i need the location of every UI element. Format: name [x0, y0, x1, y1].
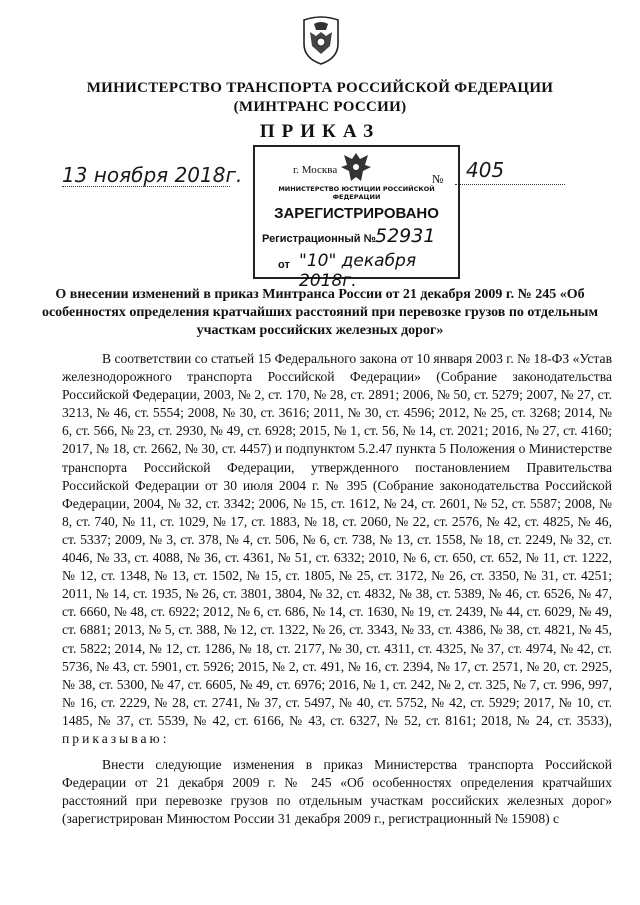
registration-stamp	[253, 145, 460, 291]
order-date-handwritten: 13 ноября 2018г.	[62, 163, 243, 187]
order-title: О внесении изменений в приказ Минтранса России от 21 декабря 2009 г. № 245 «Об особенностях определения кратчайших расстояний при перевозке грузов по отдельным участкам российских железных дорог»	[41, 287, 599, 338]
date-underline	[62, 186, 230, 187]
order-word: приказываю:	[62, 730, 170, 746]
ministry-name: МИНИСТЕРСТВО ТРАНСПОРТА РОССИЙСКОЙ ФЕДЕРАЦИИ	[86, 80, 554, 96]
document-type-heading: ПРИКАЗ	[259, 121, 381, 142]
order-number-handwritten: 405	[466, 158, 505, 182]
order-number-sign: №	[432, 172, 444, 186]
coat-of-arms-emblem	[296, 10, 346, 66]
body-paragraph-1	[62, 350, 612, 748]
stamp-reg-label: Регистрационный №	[262, 233, 376, 245]
stamp-reg-number: 52931	[375, 225, 436, 247]
stamp-registered: ЗАРЕГИСТРИРОВАНО	[274, 205, 439, 222]
stamp-reg-date: "10" декабря 2018г.	[299, 251, 417, 291]
number-underline	[455, 184, 565, 185]
stamp-date-prefix: от	[278, 259, 290, 271]
ministry-short-name: (МИНТРАНС РОССИИ)	[233, 99, 407, 115]
stamp-city: г. Москва	[293, 164, 338, 176]
body-paragraph-2: Внести следующие изменения в приказ Министерства транспорта Российской Федерации от 21 декабря 2009 г. № 245 «Об особенностях определения кратчайших расстояний при перевозке грузов по отдельным участкам российских железных дорог» (зарегистрирован Минюстом России 31 декабря 2009 г., регистрационный № 15908) с	[62, 757, 612, 827]
preamble-text: В соответствии со статьей 15 Федерального закона от 10 января 2003 г. № 18-ФЗ «Устав железнодорожного транспорта Российской Федерации» (Собрание законодательства Российской Федерации, 2003, № 2, ст. 170, № 28, ст. 2891; 2006, № 50, ст. 5279; 2007, № 27, ст. 3213, № 46, ст. 5554; 2008, № 30, ст. 3616; 2011, № 30, ст. 4596; 2012, № 25, ст. 3268; 2014, № 6, ст. 566, № 23, ст. 2930, № 49, ст. 6928; 2015, № 1, ст. 56, № 14, ст. 2021; 2016, № 27, ст. 4160; 2017, № 18, ст. 2662, № 30, ст. 4457) и подпунктом 5.2.47 пункта 5 Положения о Министерстве транспорта Российской Федерации, утвержденного постановлением Правительства Российской Федерации от 30 июля 2004 г. № 395 (Собрание законодательства Российской Федерации, 2004, № 32, ст. 3342; 2006, № 15, ст. 1612, № 24, ст. 2601, № 52, ст. 5587; 2008, № 8, ст. 740, № 11, ст. 1029, № 17, ст. 1883, № 18, ст. 2060, № 22, ст. 2576, № 42, ст. 4825, № 46, ст. 5337; 2009, № 3, ст. 378, № 4, ст. 506, № 6, ст. 738, № 13, ст. 1558, № 18, ст. 2249, № 32, ст. 4046, № 33, ст. 4088, № 36, ст. 4361, № 51, ст. 6332; 2010, № 6, ст. 650, ст. 652, № 11, ст. 1222, № 12, ст. 1348, № 13, ст. 1502, № 15, ст. 1805, № 25, ст. 3172, № 26, ст. 3350, № 31, ст. 4251; 2011, № 14, ст. 1935, № 26, ст. 3801, 3804, № 32, ст. 4832, № 38, ст. 5389, № 46, ст. 6526, № 47, ст. 6660, № 48, ст. 6922; 2012, № 6, ст. 686, № 14, ст. 1630, № 19, ст. 2439, № 44, ст. 6029, № 49, ст. 6881; 2013, № 5, ст. 388, № 12, ст. 1322, № 26, ст. 3343, № 33, ст. 4386, № 38, ст. 4821, № 45, ст. 5822; 2014, № 12, ст. 1286, № 18, ст. 2177, № 30, ст. 4311, ст. 4325, № 37, ст. 4974, № 42, ст. 5736, № 43, ст. 5901, ст. 5926; 2015, № 2, ст. 491, № 16, ст. 2394, № 17, ст. 2571, № 20, ст. 2925, № 38, ст. 5300, № 47, ст. 6605, № 49, ст. 6976; 2016, № 1, ст. 242, № 2, ст. 325, № 7, ст. 996, 997, № 16, ст. 2229, № 28, ст. 2741, № 37, ст. 5497, № 40, ст. 5752, № 42, ст. 5929; 2017, № 10, ст. 1485, № 37, ст. 5539, № 42, ст. 6166, № 43, ст. 6327, № 52, ст. 8161; 2018, № 24, ст. 3533),	[62, 351, 612, 728]
stamp-ministry: МИНИСТЕРСТВО ЮСТИЦИИ РОССИЙСКОЙ ФЕДЕРАЦИИ	[278, 185, 435, 201]
stamp-eagle-icon	[335, 149, 377, 185]
